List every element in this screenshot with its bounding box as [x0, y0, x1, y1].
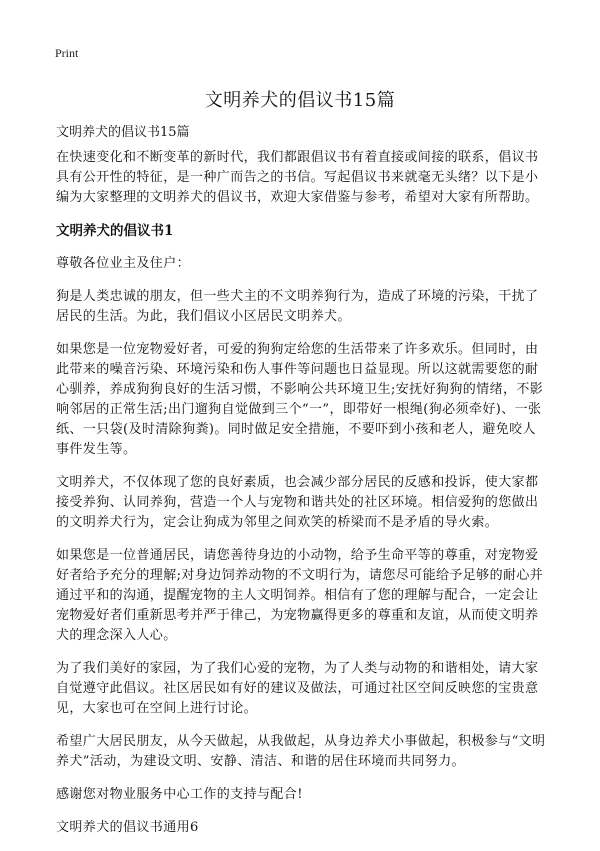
print-link[interactable]: Print	[55, 46, 79, 60]
document-subtitle: 文明养犬的倡议书15篇	[56, 125, 190, 140]
body-paragraph: 为了我们美好的家园，为了我们心爱的宠物，为了人类与动物的和谐相处，请大家自觉遵守此倡议。社区居民如有好的建议及做法，可通过社区空间反映您的宝贵意见，大家也可在空间上进行讨论。	[56, 661, 539, 716]
body-paragraph: 文明养犬，不仅体现了您的良好素质，也会减少部分居民的反感和投诉，使大家都接受养狗、认同养狗，营造一个人与宠物和谐共处的社区环境。相信爱狗的您做出的文明养犬行为，定会让狗成为邻里之间欢笑的桥梁而不是矛盾的导火索。	[56, 475, 539, 530]
intro-paragraph: 在快速变化和不断变革的新时代，我们都跟倡议书有着直接或间接的联系，倡议书具有公开性的特征，是一种广而告之的书信。写起倡议书来就毫无头绪？以下是小编为大家整理的文明养犬的倡议书，欢迎大家借鉴与参考，希望对大家有所帮助。	[56, 150, 539, 205]
body-paragraph: 如果您是一位宠物爱好者，可爱的狗狗定给您的生活带来了许多欢乐。但同时，由此带来的噪音污染、环境污染和伤人事件等问题也日益显现。所以这就需要您的耐心驯养，养成狗狗良好的生活习惯，不影响公共环境卫生;安抚好狗狗的情绪，不影响邻居的正常生活;出门遛狗自觉做到三个“一”，即带好一根绳(狗必须牵好)、一张纸、一只袋(及时清除狗粪)。同时做足安全措施，不要吓到小孩和老人，避免咬人事件发生等。	[56, 342, 544, 457]
body-paragraph: 狗是人类忠诚的朋友，但一些犬主的不文明养狗行为，造成了环境的污染，干扰了居民的生活。为此，我们倡议小区居民文明养犬。	[56, 289, 539, 324]
closing-line: 感谢您对物业服务中心工作的支持与配合!	[56, 787, 303, 802]
next-section-title: 文明养犬的倡议书通用6	[56, 820, 199, 835]
section-heading: 文明养犬的倡议书1	[56, 223, 174, 239]
document-title: 文明养犬的倡议书15篇	[204, 90, 396, 111]
salutation: 尊敬各位业主及住户：	[56, 256, 191, 271]
body-paragraph: 希望广大居民朋友，从今天做起，从我做起，从身边养犬小事做起，积极参与“文明养犬”活动，为建设文明、安静、清洁、和谐的居住环境而共同努力。	[56, 734, 546, 769]
body-paragraph: 如果您是一位普通居民，请您善待身边的小动物，给予生命平等的尊重，对宠物爱好者给予充分的理解;对身边饲养动物的不文明行为，请您尽可能给予足够的耐心并通过平和的沟通，提醒宠物的主人文明饲养。相信有了您的理解与配合，一定会让宠物爱好者们重新思考并严于律己，为宠物赢得更多的尊重和友谊，从而使文明养犬的理念深入人心。	[56, 548, 544, 643]
document-body	[56, 148, 546, 851]
